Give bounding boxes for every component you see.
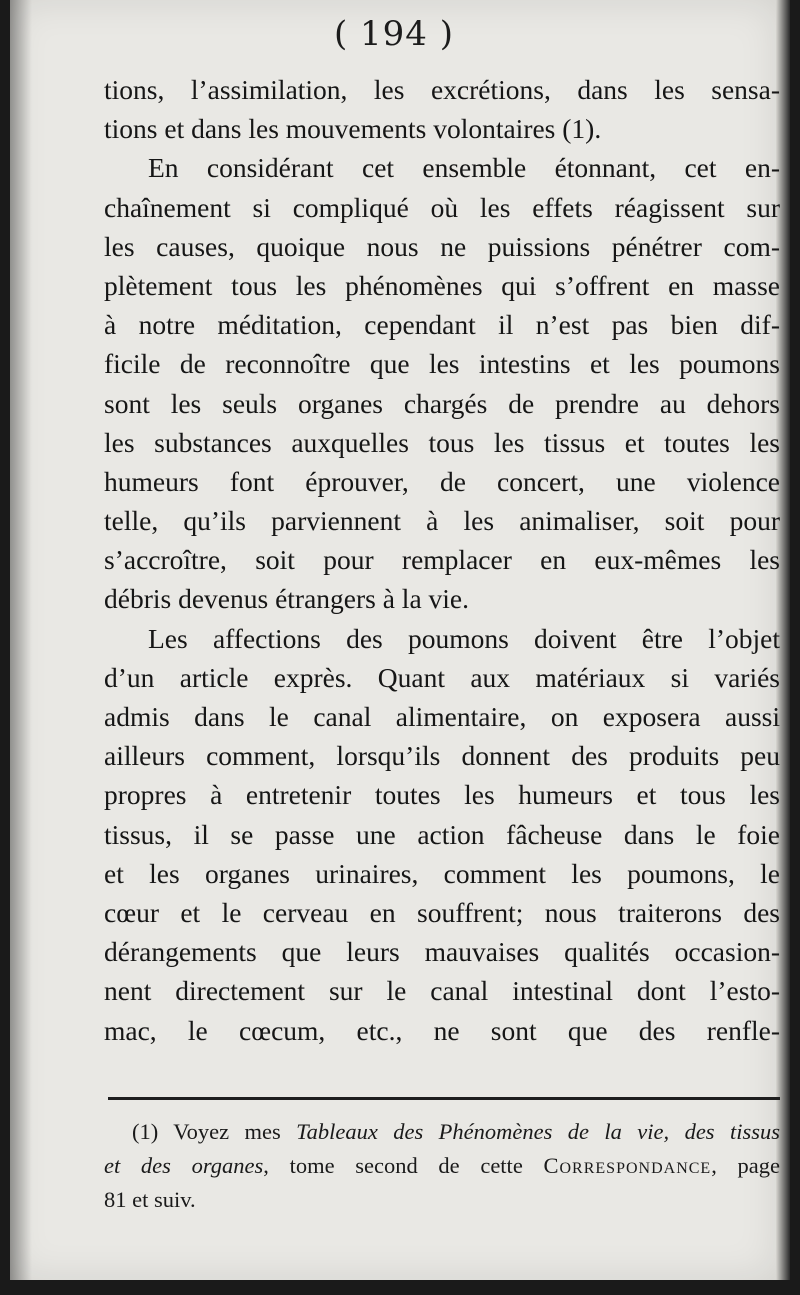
text-line: nent directement sur le canal intestinal dont l’esto- <box>104 975 780 1007</box>
text-line: cœur et le cerveau en souffrent; nous traiterons des <box>104 896 780 928</box>
text-line: En considérant cet ensemble étonnant, cet en- <box>148 152 780 184</box>
text-line: tissus, il se passe une action fâcheuse dans le foie <box>104 818 780 850</box>
text-line: telle, qu’ils parviennent à les animaliser, soit pour <box>104 505 780 537</box>
footnote-title: Tableaux des Phénomènes de la vie, des tissus <box>296 1119 780 1144</box>
footnote-line <box>104 1115 780 1149</box>
text-line: chaînement si compliqué où les effets réagissent sur <box>104 191 780 223</box>
text-line: et les organes urinaires, comment les poumons, le <box>104 857 780 889</box>
text-line: dérangements que leurs mauvaises qualités occasion- <box>104 936 780 968</box>
footnote-line: 81 et suiv. <box>104 1187 196 1212</box>
text-line: humeurs font éprouver, de concert, une violence <box>104 465 780 497</box>
text-line: ailleurs comment, lorsqu’ils donnent des produits peu <box>104 740 780 772</box>
text-line: s’accroître, soit pour remplacer en eux-mêmes les <box>104 544 780 576</box>
footnote-line <box>104 1149 780 1183</box>
text-line: ficile de reconnoître que les intestins et les poumons <box>104 348 780 380</box>
spine-shadow <box>10 0 32 1280</box>
footnote-work-title: Correspondance <box>543 1153 712 1178</box>
page-number: ( 194 ) <box>333 14 455 54</box>
text-line: les substances auxquelles tous les tissus et toutes les <box>104 426 780 458</box>
text-line: d’un article exprès. Quant aux matériaux si variés <box>104 661 780 693</box>
text-line: tions, l’assimilation, les excrétions, dans les sensa- <box>104 74 780 105</box>
text-line: propres à entretenir toutes les humeurs et tous les <box>104 779 780 811</box>
footnote-text: , tome second de cette <box>263 1153 544 1178</box>
text-line: débris devenus étrangers à la vie. <box>104 583 469 615</box>
text-line: à notre méditation, cependant il n’est pas bien dif- <box>104 309 780 341</box>
footnote-text-end: , page <box>711 1153 780 1178</box>
footnote-marker: (1) Voyez mes <box>132 1119 297 1144</box>
text-line: Les affections des poumons doivent être l’objet <box>148 622 780 654</box>
book-page <box>10 0 778 1280</box>
text-line: admis dans le canal alimentaire, on exposera aussi <box>104 701 780 732</box>
body-text <box>104 70 780 1050</box>
footnote-title-cont: et des organes <box>104 1153 264 1178</box>
text-line: plètement tous les phénomènes qui s’offrent en masse <box>104 269 780 301</box>
text-line: sont les seuls organes chargés de prendre au dehors <box>104 387 780 419</box>
text-line: mac, le cœcum, etc., ne sont que des renfle- <box>104 1014 780 1046</box>
footnote-divider <box>108 1097 780 1100</box>
footnote <box>104 1115 780 1217</box>
text-line: tions et dans les mouvements volontaires (1). <box>104 113 602 145</box>
text-line: les causes, quoique nous ne puissions pénétrer com- <box>104 230 780 262</box>
